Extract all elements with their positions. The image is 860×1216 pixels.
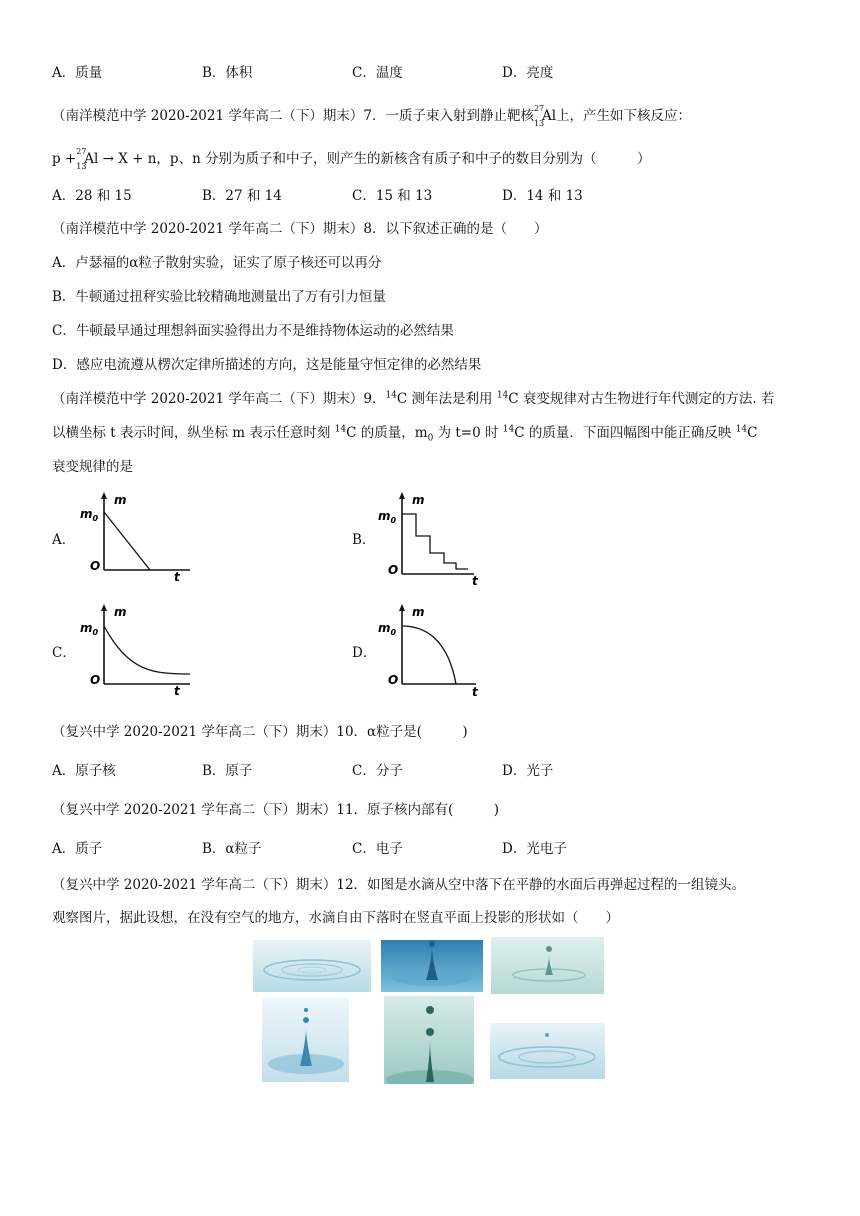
al-isotope: 27 13 xyxy=(533,103,545,128)
svg-text:m: m xyxy=(412,605,425,619)
water-photo-6 xyxy=(490,1023,605,1079)
q11-option-a: A．质子 xyxy=(52,841,103,857)
q10-option-d: D．光子 xyxy=(502,763,554,779)
q7-stem-line2: p + 27 13 Al → X + n，p、n 分别为质子和中子，则产生的新核含有质子和中子的数目分别为（ ） xyxy=(52,146,651,171)
graph-a xyxy=(78,490,198,586)
water-photo-3 xyxy=(491,937,604,994)
graph-c-curve xyxy=(104,626,190,674)
q9-stem-line2: 以横坐标 t 表示时间，纵坐标 m 表示任意时刻 $^{14}$C 的质量，$m_0$ 为 t=0 时 $^{14}$C 的质量．下面四幅图中能正确反映 $^{14}$C xyxy=(52,424,758,444)
q7-stem-line1: （南洋模范中学 2020-2021 学年高二（下）期末）7．一质子束入射到静止靶核 27 13 Al上，产生如下核反应： xyxy=(52,103,692,128)
graph-c xyxy=(78,602,198,700)
q8-stem: （南洋模范中学 2020-2021 学年高二（下）期末）8．以下叙述正确的是（ ） xyxy=(52,221,548,237)
q11-stem: （复兴中学 2020-2021 学年高二（下）期末）11．原子核内部有( ) xyxy=(52,802,500,818)
svg-text:t: t xyxy=(174,570,180,582)
graph-c-label: C． xyxy=(52,645,76,661)
water-photo-1 xyxy=(253,940,371,992)
svg-text:m0: $m_0$ xyxy=(80,621,99,637)
q10-stem: （复兴中学 2020-2021 学年高二（下）期末）10．α粒子是( ) xyxy=(52,724,468,740)
q10-option-c: C．分子 xyxy=(352,763,403,779)
q7-option-c: C．15 和 13 xyxy=(352,188,433,204)
svg-text:O: O xyxy=(388,673,399,687)
q9-stem-line1: （南洋模范中学 2020-2021 学年高二（下）期末）9．$^{14}$C 测年法是利用 $^{14}$C 衰变规律对古生物进行年代测定的方法. 若 xyxy=(52,390,775,407)
q7-option-d: D．14 和 13 xyxy=(502,188,583,204)
graph-d-label: D． xyxy=(352,645,377,661)
q9-stem-line3: 衰变规律的是 xyxy=(52,459,133,475)
q10-option-b: B．原子 xyxy=(202,763,253,779)
q11-option-c: C．电子 xyxy=(352,841,403,857)
svg-text:m: m xyxy=(114,605,127,619)
graph-b-curve xyxy=(402,514,468,569)
q11-option-d: D．光电子 xyxy=(502,841,567,857)
q8-option-c: C．牛顿最早通过理想斜面实验得出力不是维持物体运动的必然结果 xyxy=(52,323,454,339)
water-photo-4 xyxy=(262,998,349,1082)
graph-a-curve xyxy=(104,512,150,570)
graph-a-label: A． xyxy=(52,532,76,548)
svg-text:O: O xyxy=(388,563,399,577)
q7-option-a: A．28 和 15 xyxy=(52,188,132,204)
graph-a-m-label: m xyxy=(114,493,127,507)
water-photo-5 xyxy=(384,996,474,1084)
svg-text:t: t xyxy=(174,684,180,696)
q6-option-d: D．亮度 xyxy=(502,65,554,81)
q6-option-a: A．质量 xyxy=(52,65,103,81)
q6-option-c: C．温度 xyxy=(352,65,403,81)
q10-option-a: A．原子核 xyxy=(52,763,116,779)
svg-text:t: t xyxy=(472,685,478,698)
graph-d-curve xyxy=(402,626,456,684)
svg-text:t: t xyxy=(472,574,478,588)
svg-text:m0: $m_0$ xyxy=(80,507,99,523)
q8-option-b: B．牛顿通过扭秤实验比较精确地测量出了万有引力恒量 xyxy=(52,289,386,305)
q12-stem-line1: （复兴中学 2020-2021 学年高二（下）期末）12．如图是水滴从空中落下在平静的水面后再弹起过程的一组镜头。 xyxy=(52,877,746,893)
graph-d xyxy=(376,602,486,702)
q11-option-b: B．α粒子 xyxy=(202,841,262,857)
water-photo-2 xyxy=(381,940,483,992)
q8-option-d: D．感应电流遵从楞次定律所描述的方向，这是能量守恒定律的必然结果 xyxy=(52,357,482,373)
graph-b-label: B． xyxy=(352,532,376,548)
svg-text:m0: $m_0$ xyxy=(378,509,397,525)
svg-text:O: O xyxy=(90,673,101,687)
q7-option-b: B．27 和 14 xyxy=(202,188,282,204)
svg-text:O: O xyxy=(90,559,101,573)
graph-b xyxy=(376,490,486,592)
q12-stem-line2: 观察图片，据此设想，在没有空气的地方，水滴自由下落时在竖直平面上投影的形状如（ ） xyxy=(52,910,619,926)
svg-text:m0: $m_0$ xyxy=(378,621,397,637)
svg-text:m: m xyxy=(412,493,425,507)
q8-option-a: A．卢瑟福的α粒子散射实验，证实了原子核还可以再分 xyxy=(52,255,382,271)
q6-option-b: B．体积 xyxy=(202,65,253,81)
